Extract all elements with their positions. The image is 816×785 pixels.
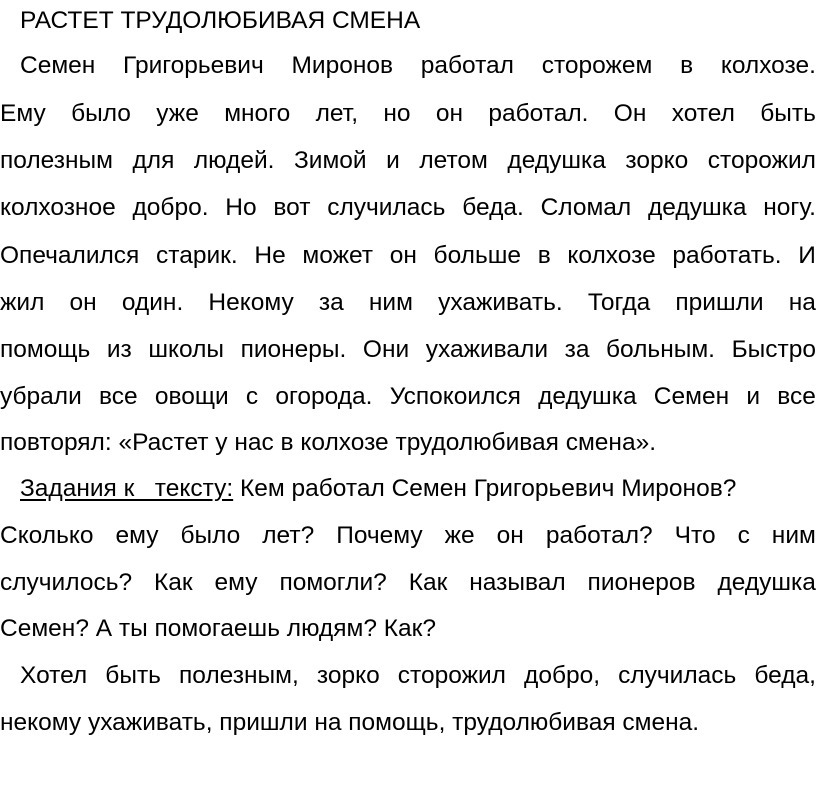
- word: и: [386, 147, 400, 174]
- word: все: [99, 383, 138, 410]
- story-line: [0, 51, 816, 81]
- word: Зимой: [293, 147, 367, 174]
- word: и: [746, 383, 761, 410]
- word: Семен: [20, 52, 96, 79]
- word: Сломал: [540, 194, 632, 221]
- word: Ему: [0, 100, 46, 127]
- word: зорко: [625, 147, 689, 174]
- word: добро,: [524, 662, 601, 689]
- word: быть: [760, 100, 816, 127]
- word: Некому: [208, 289, 294, 316]
- word: ему: [214, 569, 258, 596]
- word: пришли: [675, 289, 764, 316]
- word: летом: [419, 147, 488, 174]
- word: беда,: [754, 662, 816, 689]
- word: называл: [469, 569, 566, 596]
- word: убрали: [0, 383, 82, 410]
- word: людей.: [193, 147, 275, 174]
- word: Не: [254, 242, 286, 269]
- story-line: [0, 99, 816, 129]
- word: с: [245, 383, 259, 410]
- word: сторожем: [541, 52, 653, 79]
- word: может: [302, 242, 374, 269]
- phrases-line: [0, 661, 816, 691]
- tasks-line: [0, 568, 816, 598]
- word: за: [564, 336, 590, 363]
- word: Как: [154, 569, 193, 596]
- word: работал: [420, 52, 514, 79]
- word: И: [798, 242, 816, 269]
- word: один.: [121, 289, 184, 316]
- word: быть: [105, 662, 161, 689]
- story-line: [0, 288, 816, 318]
- word: ногу.: [763, 194, 816, 221]
- word: Опечалился: [0, 242, 140, 269]
- word: добро.: [132, 194, 209, 221]
- word: школы: [148, 336, 224, 363]
- word: зорко: [316, 662, 380, 689]
- word: на: [788, 289, 816, 316]
- word: дедушка: [538, 383, 637, 410]
- tasks-first-question: Кем работал Семен Григорьевич Миронов?: [239, 475, 737, 502]
- word: Григорьевич: [123, 52, 264, 79]
- word: сторожил: [707, 147, 816, 174]
- word: Тогда: [587, 289, 651, 316]
- story-line: [0, 146, 816, 176]
- story-line: [0, 193, 816, 223]
- word: случилась: [618, 662, 737, 689]
- word: хотел: [671, 100, 735, 127]
- word: лет,: [315, 100, 358, 127]
- word: много: [224, 100, 291, 127]
- word: овощи: [154, 383, 229, 410]
- word: Он: [613, 100, 647, 127]
- word: Хотел: [20, 662, 88, 689]
- word: Что: [674, 522, 716, 549]
- story-line: [0, 241, 816, 271]
- story-line: [0, 335, 816, 365]
- word: в: [537, 242, 551, 269]
- word: огорода.: [275, 383, 373, 410]
- tasks-line: Семен? А ты помогаешь людям? Как?: [0, 615, 436, 642]
- word: ним: [368, 289, 413, 316]
- word: случилось?: [0, 569, 133, 596]
- tasks-line: [0, 521, 816, 551]
- word: было: [71, 100, 131, 127]
- word: ним: [771, 522, 816, 549]
- word: он: [389, 242, 417, 269]
- word: полезным,: [179, 662, 299, 689]
- word: дедушка: [648, 194, 747, 221]
- word: колхозе: [567, 242, 656, 269]
- tasks-label: Задания к тексту:: [20, 475, 234, 502]
- word: лет?: [262, 522, 315, 549]
- word: помощь: [0, 336, 91, 363]
- word: ухаживать.: [438, 289, 563, 316]
- word: Они: [362, 336, 410, 363]
- word: за: [318, 289, 344, 316]
- word: больным.: [606, 336, 715, 363]
- word: он: [496, 522, 524, 549]
- word: полезным: [0, 147, 113, 174]
- word: Быстро: [731, 336, 816, 363]
- word: Почему: [336, 522, 423, 549]
- word: он: [435, 100, 464, 127]
- word: помогли?: [279, 569, 387, 596]
- word: колхозе.: [720, 52, 816, 79]
- word: случилась: [327, 194, 446, 221]
- word: Миронов: [291, 52, 394, 79]
- word: больше: [433, 242, 522, 269]
- word: все: [777, 383, 816, 410]
- word: старик.: [156, 242, 238, 269]
- word: ухаживали: [425, 336, 549, 363]
- story-line: повторял: «Растет у нас в колхозе трудолюбивая смена».: [0, 429, 656, 456]
- word: но: [383, 100, 411, 127]
- word: из: [106, 336, 132, 363]
- word: Семен: [653, 383, 730, 410]
- word: колхозное: [0, 194, 116, 221]
- word: беда.: [462, 194, 524, 221]
- phrases-line: некому ухаживать, пришли на помощь, трудолюбивая смена.: [0, 709, 700, 736]
- word: дедушка: [717, 569, 816, 596]
- word: с: [737, 522, 750, 549]
- tasks-first-line: [0, 474, 816, 504]
- word: дедушка: [507, 147, 606, 174]
- word: Но: [225, 194, 257, 221]
- word: ему: [115, 522, 159, 549]
- word: вот: [273, 194, 311, 221]
- word: Сколько: [0, 522, 94, 549]
- word: уже: [156, 100, 199, 127]
- word: было: [180, 522, 241, 549]
- word: работать.: [672, 242, 782, 269]
- document-title: РАСТЕТ ТРУДОЛЮБИВАЯ СМЕНА: [20, 7, 421, 34]
- word: пионеров: [587, 569, 696, 596]
- word: в: [680, 52, 694, 79]
- word: Как: [408, 569, 448, 596]
- word: он: [69, 289, 97, 316]
- word: пионеры.: [240, 336, 347, 363]
- word: работал.: [488, 100, 589, 127]
- story-line: [0, 382, 816, 412]
- word: жил: [0, 289, 45, 316]
- word: для: [132, 147, 175, 174]
- word: Успокоился: [389, 383, 521, 410]
- word: работал?: [545, 522, 653, 549]
- word: сторожил: [397, 662, 506, 689]
- word: же: [444, 522, 475, 549]
